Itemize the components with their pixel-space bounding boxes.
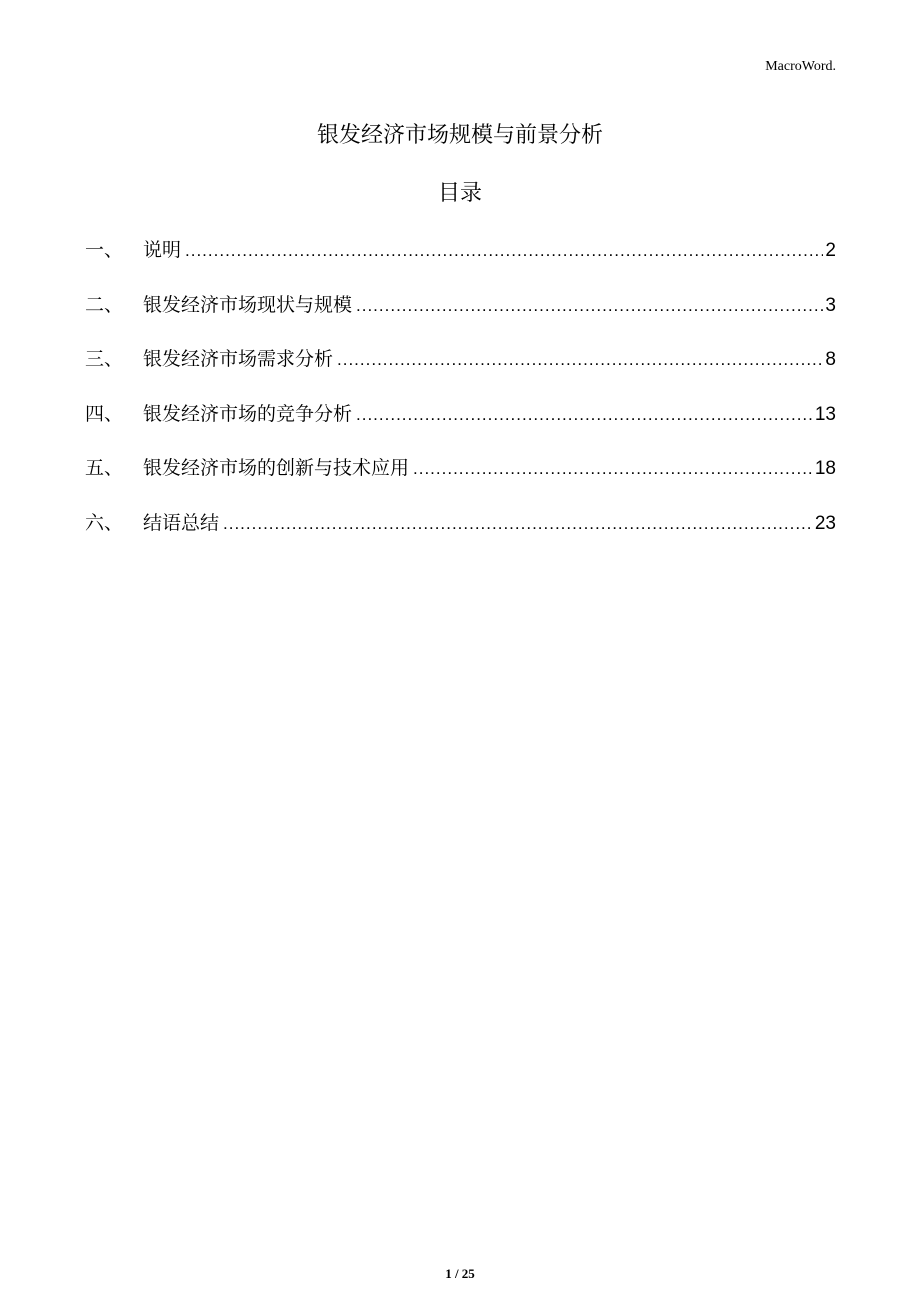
toc-entry-number: 五、: [85, 457, 124, 480]
toc-entry-3[interactable]: [85, 343, 836, 398]
toc-entry-number: 四、: [85, 402, 124, 425]
toc-entry-number: 二、: [85, 293, 124, 316]
toc-dot-leader: [185, 234, 823, 267]
table-of-contents: [85, 234, 836, 562]
toc-entry-1[interactable]: [85, 234, 836, 289]
toc-entry-label: 结语总结: [143, 511, 220, 534]
toc-entry-number: 一、: [85, 239, 124, 261]
toc-entry-number: 三、: [85, 348, 124, 371]
toc-entry-label: 银发经济市场现状与规模: [143, 293, 353, 316]
toc-entry-4[interactable]: [85, 398, 836, 453]
toc-dot-leader: [356, 398, 813, 431]
toc-heading: 目录: [437, 181, 482, 206]
toc-dot-leader: [337, 343, 823, 376]
toc-dot-leader: [356, 289, 823, 322]
toc-entry-2[interactable]: [85, 289, 836, 344]
toc-entry-label: 说明: [143, 239, 182, 261]
toc-entry-page: 23: [814, 512, 836, 534]
toc-entry-6[interactable]: [85, 507, 836, 562]
toc-entry-page: 2: [825, 240, 836, 261]
toc-entry-page: 13: [814, 403, 836, 425]
toc-entry-number: 六、: [85, 511, 124, 534]
header-mark: MacroWord.: [765, 59, 836, 74]
toc-dot-leader: [223, 507, 813, 540]
toc-entry-label: 银发经济市场的创新与技术应用: [143, 457, 410, 480]
document-title: 银发经济市场规模与前景分析: [316, 123, 603, 148]
toc-entry-5[interactable]: [85, 452, 836, 507]
toc-entry-page: 3: [825, 294, 836, 316]
page-number-indicator: 1 / 25: [445, 1266, 475, 1281]
toc-dot-leader: [413, 452, 813, 485]
toc-entry-label: 银发经济市场的竞争分析: [143, 402, 353, 425]
toc-entry-label: 银发经济市场需求分析: [143, 348, 334, 371]
toc-entry-page: 18: [814, 458, 836, 480]
toc-entry-page: 8: [825, 349, 836, 371]
